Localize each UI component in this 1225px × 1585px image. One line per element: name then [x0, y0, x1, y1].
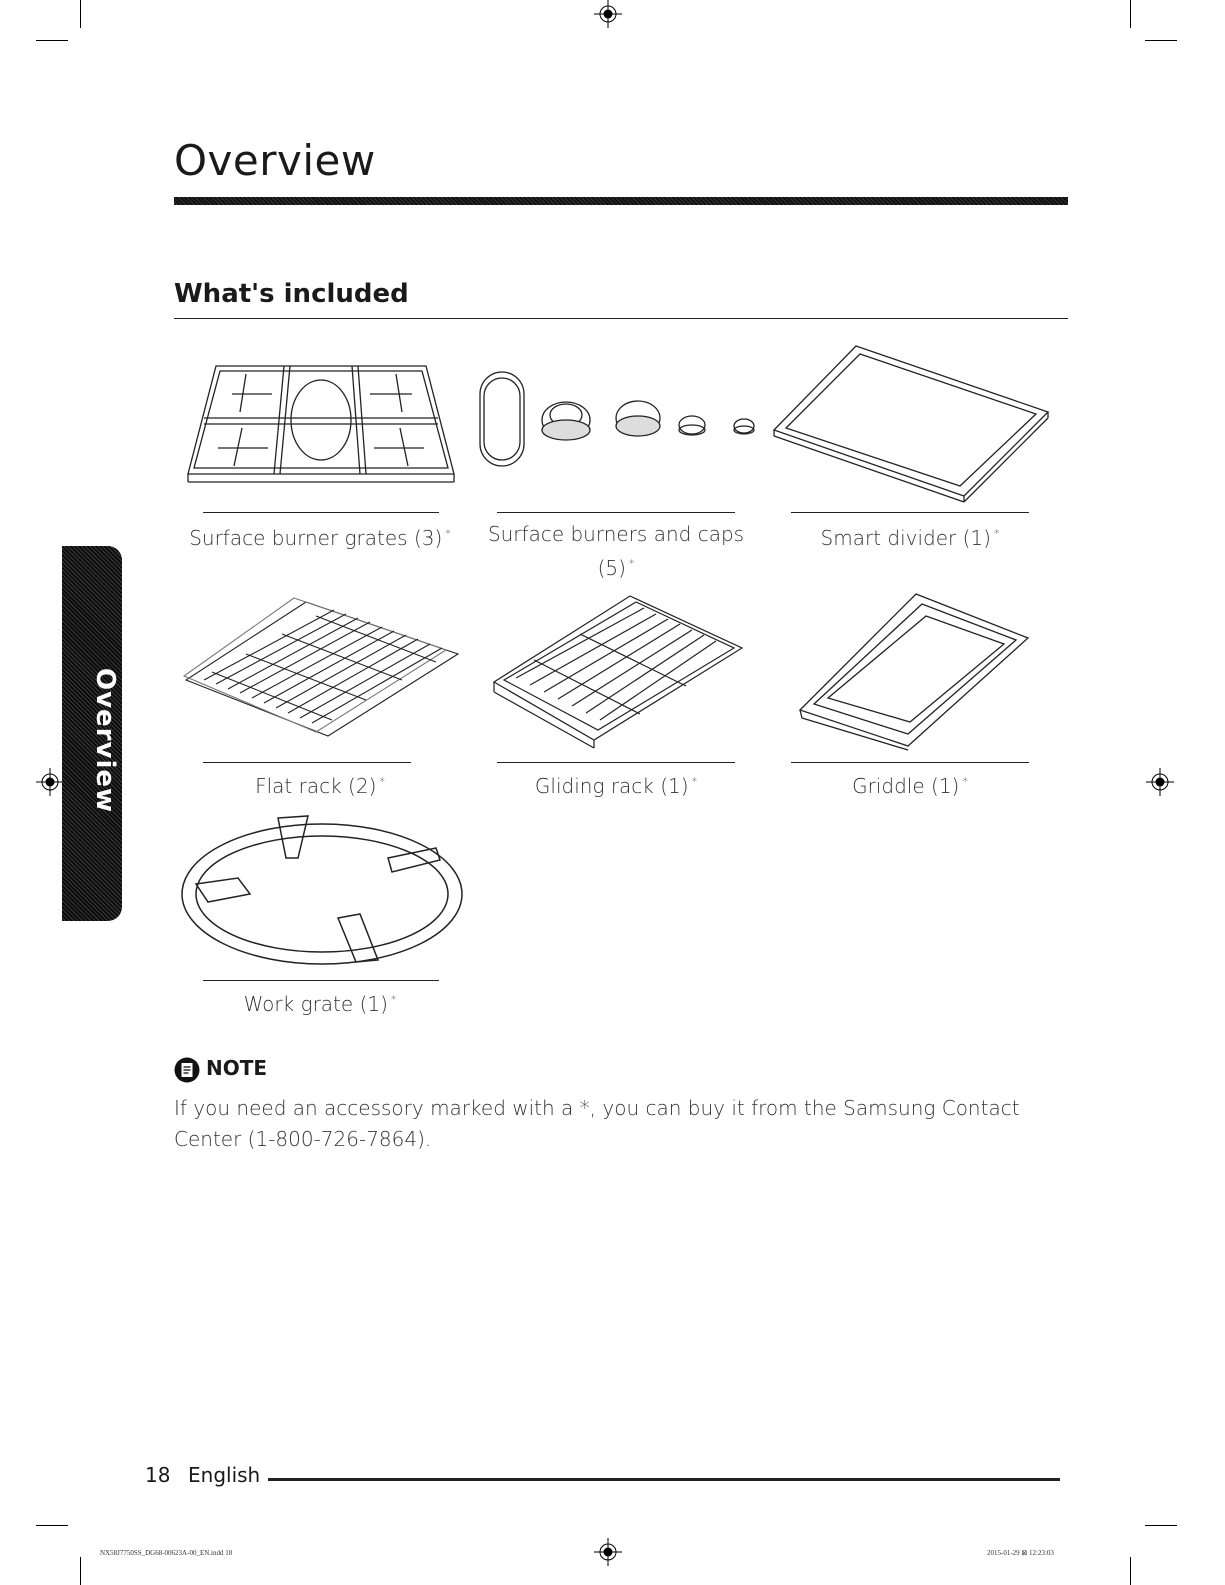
caption-smart-divider: Smart divider (1) *: [820, 526, 1000, 550]
crop-mark: [1130, 0, 1131, 28]
registration-mark-icon: [1146, 768, 1174, 796]
registration-mark-icon: [594, 0, 622, 28]
page-title: Overview: [174, 136, 376, 185]
item-rule: [203, 762, 411, 763]
crop-mark: [36, 40, 68, 41]
item-rule: [497, 762, 735, 763]
note-label: NOTE: [206, 1056, 268, 1080]
item-rule: [203, 512, 439, 513]
caption-work-grate: Work grate (1) *: [243, 992, 397, 1016]
note-text: If you need an accessory marked with a *, you can buy it from the Samsung Contact Center (1-800-726-7864).: [174, 1096, 1020, 1151]
side-tab-label: Overview: [90, 668, 120, 814]
gliding-rack-image: [490, 590, 746, 748]
work-grate-image: [178, 814, 470, 968]
footer-rule: [268, 1478, 1060, 1481]
crop-mark: [1145, 40, 1177, 41]
caption-burners-caps: Surface burners and caps (5) *: [487, 522, 745, 580]
side-tab: [62, 546, 122, 921]
registration-mark-icon: [594, 1538, 622, 1566]
crop-mark: [1145, 1525, 1177, 1526]
caption-gliding-rack: Gliding rack (1) *: [534, 774, 698, 798]
section-title: What's included: [174, 279, 409, 309]
title-rule: [174, 197, 1068, 205]
item-rule: [791, 512, 1029, 513]
item-rule: [497, 512, 735, 513]
item-rule: [203, 980, 439, 981]
caption-griddle: Griddle (1) *: [852, 774, 968, 798]
print-slug-date: 2015-01-29 ⊠ 12:23:03: [987, 1549, 1054, 1557]
griddle-image: [796, 590, 1032, 750]
crop-mark: [36, 1525, 68, 1526]
smart-divider-image: [772, 342, 1052, 502]
registration-mark-icon: [36, 768, 64, 796]
section-rule: [174, 318, 1068, 319]
burner-grates-image: [184, 362, 458, 484]
item-rule: [791, 762, 1029, 763]
burners-caps-image: [478, 370, 778, 470]
caption-flat-rack: Flat rack (2) *: [255, 774, 385, 798]
caption-burner-grates: Surface burner grates (3) *: [189, 526, 451, 550]
crop-mark: [80, 1557, 81, 1585]
crop-mark: [1130, 1557, 1131, 1585]
flat-rack-image: [182, 596, 462, 744]
print-slug-file: NX58J7750SS_DG68-00623A-00_EN.indd 18: [100, 1549, 233, 1557]
crop-mark: [80, 0, 81, 28]
footer-language: English: [188, 1463, 261, 1487]
page-number: 18: [145, 1463, 171, 1487]
note-icon: [174, 1057, 200, 1083]
